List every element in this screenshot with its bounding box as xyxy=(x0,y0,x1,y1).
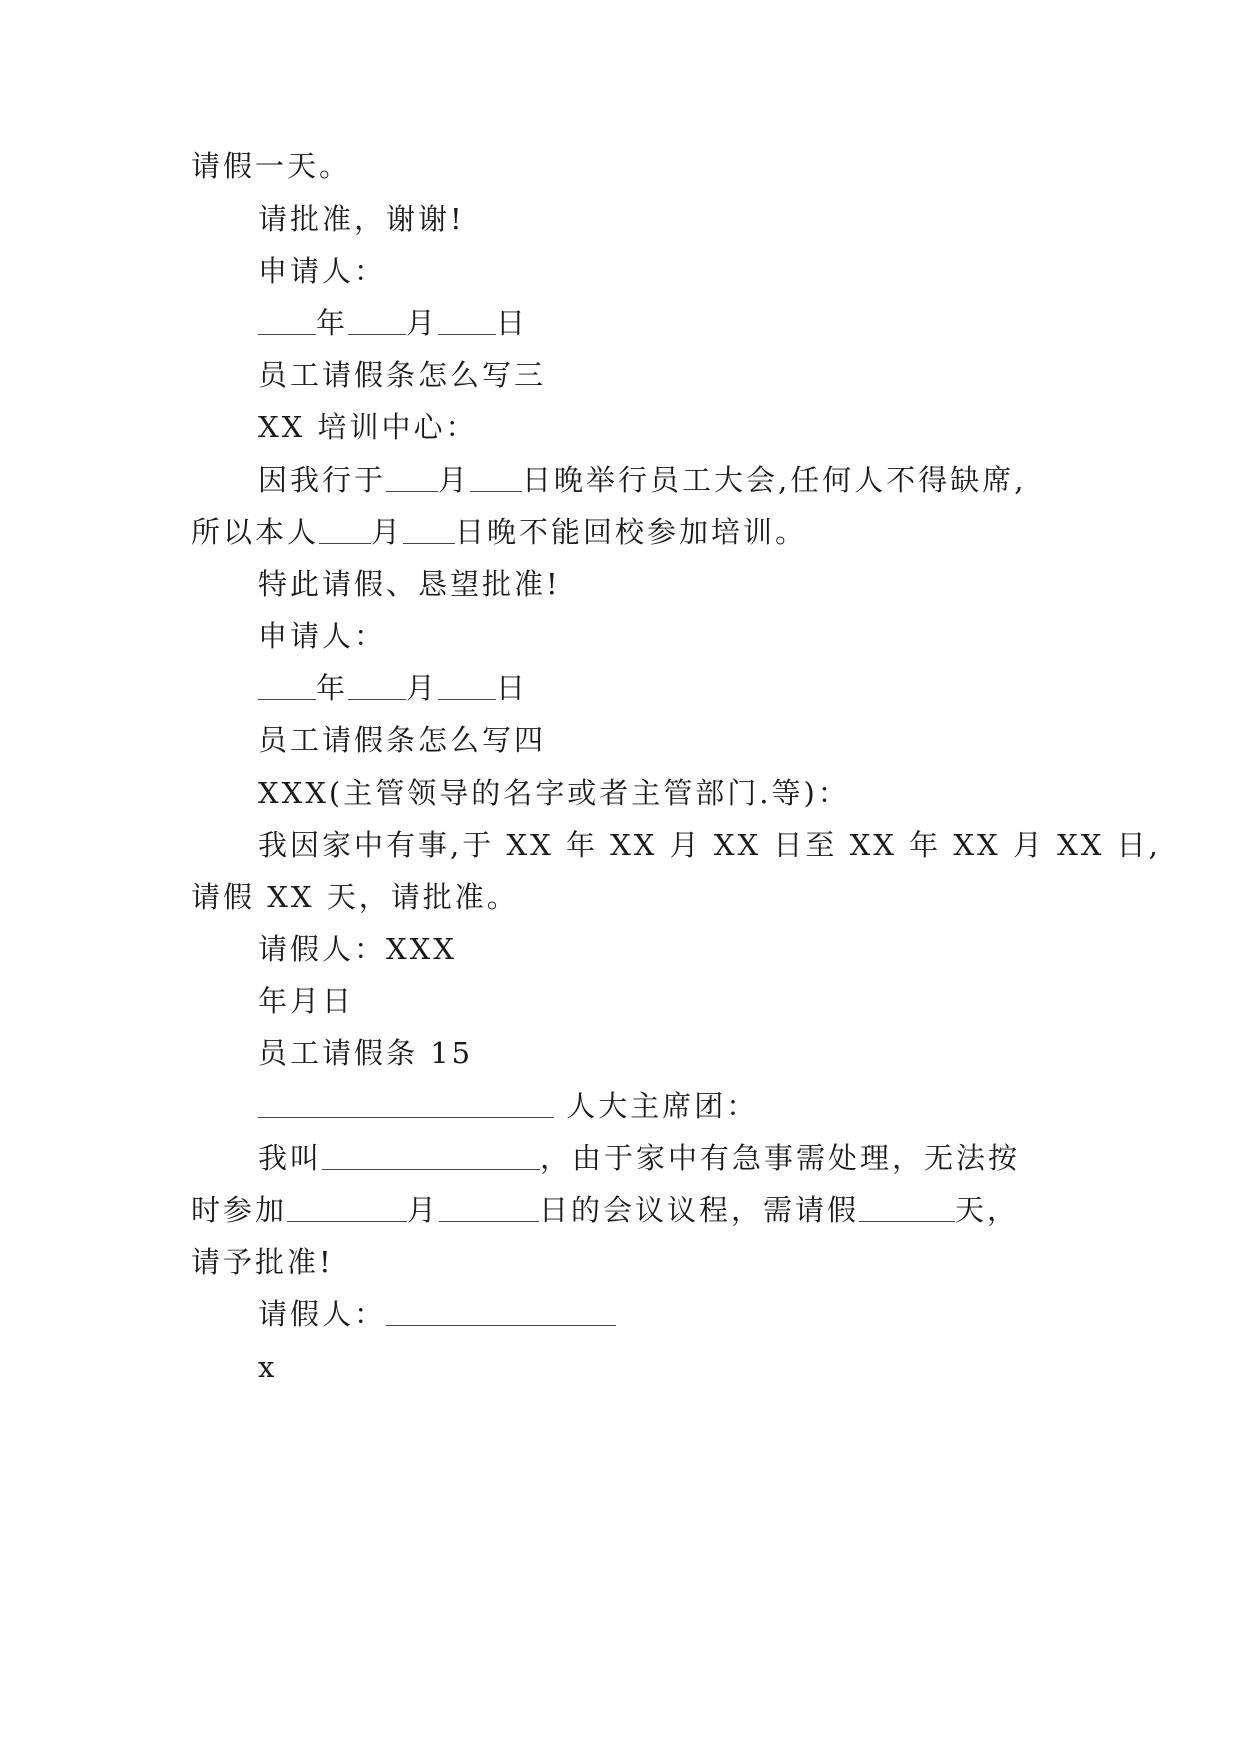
body-line: 请假 XX 天，请批准。 xyxy=(191,880,519,914)
body-line: 所以本人 月 日晚不能回校参加培训。 xyxy=(191,515,808,549)
body-line: 请假一天。 xyxy=(191,149,352,183)
body-line: 请予批准! xyxy=(191,1245,334,1279)
body-line: 我因家中有事,于 XX 年 XX 月 XX 日至 XX 年 XX 月 XX 日, xyxy=(258,828,1161,862)
blank-field xyxy=(258,673,316,700)
body-line: x xyxy=(258,1350,278,1384)
body-line: 请批准，谢谢! xyxy=(258,202,465,236)
blank-field xyxy=(439,1195,539,1222)
signature-label: 请假人： xyxy=(258,1296,616,1332)
blank-field xyxy=(438,308,496,335)
blank-field xyxy=(403,517,455,544)
salutation: XX 培训中心： xyxy=(258,410,478,444)
blank-field xyxy=(258,1091,554,1118)
signature-label: 申请人： xyxy=(258,254,387,288)
section-heading: 员工请假条怎么写三 xyxy=(258,358,547,392)
body-line: 时参加 月 日的会议议程，需请假 天， xyxy=(191,1193,1020,1227)
body-line: 特此请假、恳望批准! xyxy=(258,567,561,601)
blank-field xyxy=(470,465,522,492)
date-line: 年月日 xyxy=(258,984,355,1018)
body-line: 因我行于 月 日晚举行员工大会,任何人不得缺席, xyxy=(258,463,1027,497)
body-line: 我叫 ，由于家中有急事需处理，无法按 xyxy=(258,1141,1021,1175)
blank-field xyxy=(438,673,496,700)
blank-field xyxy=(319,517,371,544)
blank-field xyxy=(258,308,316,335)
blank-field xyxy=(386,465,438,492)
blank-field xyxy=(386,1299,616,1326)
date-line: 年 月 日 xyxy=(258,670,528,706)
blank-field xyxy=(322,1143,540,1170)
signature-label: 请假人：XXX xyxy=(258,932,457,966)
blank-field xyxy=(348,308,406,335)
date-line: 年 月 日 xyxy=(258,305,528,341)
section-heading: 员工请假条怎么写四 xyxy=(258,723,547,757)
salutation: 人大主席团： xyxy=(258,1088,758,1124)
blank-field xyxy=(348,673,406,700)
section-heading: 员工请假条 15 xyxy=(258,1036,474,1070)
blank-field xyxy=(287,1195,407,1222)
salutation: XXX(主管领导的名字或者主管部门.等)： xyxy=(258,776,850,810)
blank-field xyxy=(859,1195,955,1222)
signature-label: 申请人： xyxy=(258,619,387,653)
